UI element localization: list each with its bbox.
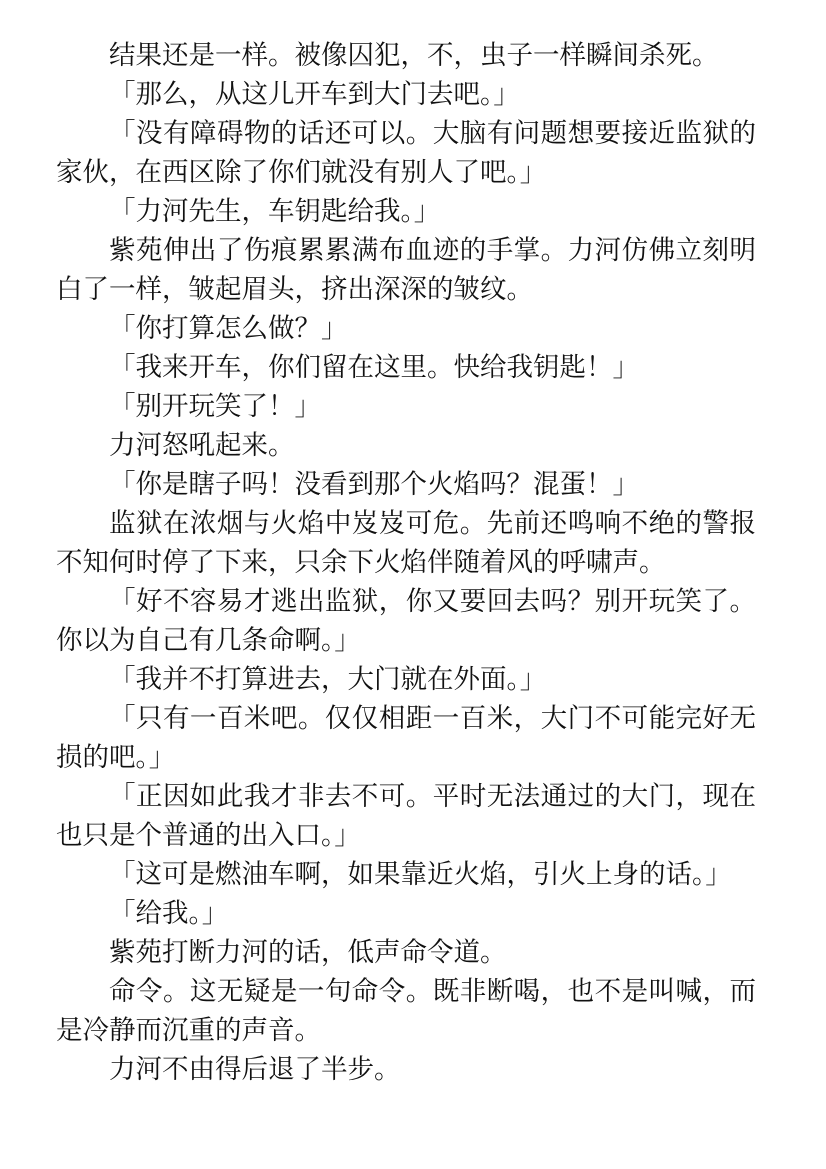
paragraph: 紫苑伸出了伤痕累累满布血迹的手掌。力河仿佛立刻明白了一样，皱起眉头，挤出深深的皱纹。	[56, 235, 756, 305]
paragraph: 力河不由得后退了半步。	[109, 1054, 401, 1085]
paragraph: 「这可是燃油车啊，如果靠近火焰，引火上身的话。」	[109, 859, 732, 890]
paragraph: 「别开玩笑了！」	[109, 391, 321, 422]
page-text	[56, 36, 756, 1089]
paragraph: 「给我。」	[109, 898, 229, 929]
paragraph: 「好不容易才逃出监狱，你又要回去吗？别开玩笑了。你以为自己有几条命啊。」	[56, 586, 756, 656]
paragraph: 「正因如此我才非去不可。平时无法通过的大门，现在也只是个普通的出入口。」	[56, 781, 756, 851]
paragraph: 「那么，从这儿开车到大门去吧。」	[109, 79, 520, 110]
paragraph: 「我来开车，你们留在这里。快给我钥匙！」	[109, 352, 639, 383]
paragraph: 结果还是一样。被像囚犯，不，虫子一样瞬间杀死。	[109, 40, 719, 71]
paragraph: 「你是瞎子吗！没看到那个火焰吗？混蛋！」	[109, 469, 639, 500]
paragraph: 力河怒吼起来。	[109, 430, 295, 461]
paragraph: 「没有障碍物的话还可以。大脑有问题想要接近监狱的家伙，在西区除了你们就没有别人了吧。」	[56, 118, 756, 188]
paragraph: 命令。这无疑是一句命令。既非断喝，也不是叫喊，而是冷静而沉重的声音。	[56, 976, 756, 1046]
paragraph: 紫苑打断力河的话，低声命令道。	[109, 937, 507, 968]
paragraph: 「你打算怎么做？」	[109, 313, 348, 344]
paragraph: 「力河先生，车钥匙给我。」	[109, 196, 441, 227]
paragraph: 「只有一百米吧。仅仅相距一百米，大门不可能完好无损的吧。」	[56, 703, 756, 773]
paragraph: 监狱在浓烟与火焰中岌岌可危。先前还鸣响不绝的警报不知何时停了下来，只余下火焰伴随着风的呼啸声。	[56, 508, 756, 578]
paragraph: 「我并不打算进去，大门就在外面。」	[109, 664, 547, 695]
